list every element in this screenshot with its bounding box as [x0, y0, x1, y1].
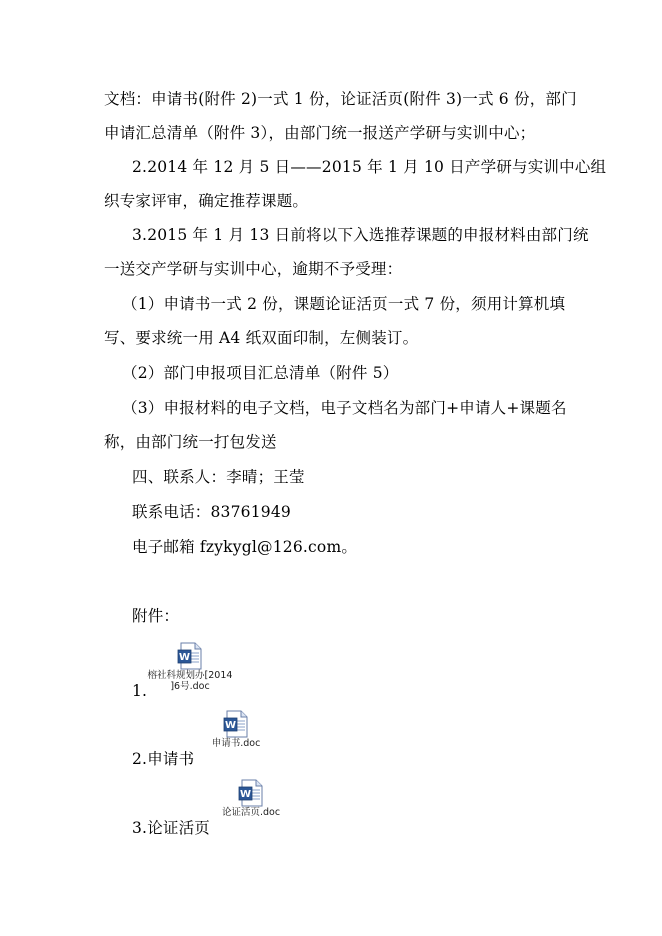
- attachment-number-3: 3.论证活页: [132, 819, 210, 837]
- attachment-number-2: 2.申请书: [132, 750, 195, 768]
- paragraph-line: （1）申请书一式 2 份，课题论证活页一式 7 份，须用计算机填: [122, 295, 566, 313]
- svg-text:W: W: [239, 789, 252, 800]
- paragraph-line: 申请汇总清单（附件 3），由部门统一报送产学研与实训中心；: [104, 124, 536, 142]
- paragraph-line: 一送交产学研与实训中心，逾期不予受理：: [104, 260, 403, 278]
- attachment-filename: ]6号.doc: [170, 681, 210, 692]
- svg-text:W: W: [224, 720, 237, 731]
- attachment-file-3[interactable]: [208, 779, 294, 818]
- attachment-filename: 论证活页.doc: [221, 807, 281, 818]
- paragraph-line: 写、要求统一用 A4 纸双面印制，左侧装订。: [104, 329, 419, 347]
- paragraph-line: 称，由部门统一打包发送: [104, 433, 277, 451]
- word-doc-icon: [238, 779, 264, 807]
- paragraph-line: 3.2015 年 1 月 13 日前将以下入选推荐课题的申报材料由部门统: [132, 226, 589, 244]
- word-doc-icon: [223, 710, 249, 738]
- paragraph-line: 织专家评审，确定推荐课题。: [104, 192, 309, 210]
- attachment-filename: 榕社科规划办[2014: [147, 670, 233, 681]
- attachment-number-1: 1.: [132, 682, 148, 700]
- paragraph-line: 文档：申请书(附件 2)一式 1 份，论证活页(附件 3)一式 6 份，部门: [104, 90, 577, 108]
- attachments-heading: 附件：: [132, 607, 180, 625]
- paragraph-line: 2.2014 年 12 月 5 日——2015 年 1 月 10 日产学研与实训中心组: [132, 158, 607, 176]
- word-doc-icon: [177, 642, 203, 670]
- contact-email: 电子邮箱 fzykygl@126.com。: [132, 538, 358, 556]
- attachment-file-1[interactable]: [142, 642, 238, 692]
- paragraph-line: （3）申报材料的电子文档，电子文档名为部门+申请人+课题名: [122, 399, 567, 417]
- contact-phone: 联系电话：83761949: [132, 503, 291, 521]
- attachment-filename: 申请书.doc: [211, 738, 261, 749]
- svg-text:W: W: [178, 652, 191, 663]
- attachment-file-2[interactable]: [196, 710, 276, 749]
- contact-people: 四、联系人：李晴；王莹: [132, 468, 305, 486]
- paragraph-line: （2）部门申报项目汇总清单（附件 5）: [122, 364, 399, 382]
